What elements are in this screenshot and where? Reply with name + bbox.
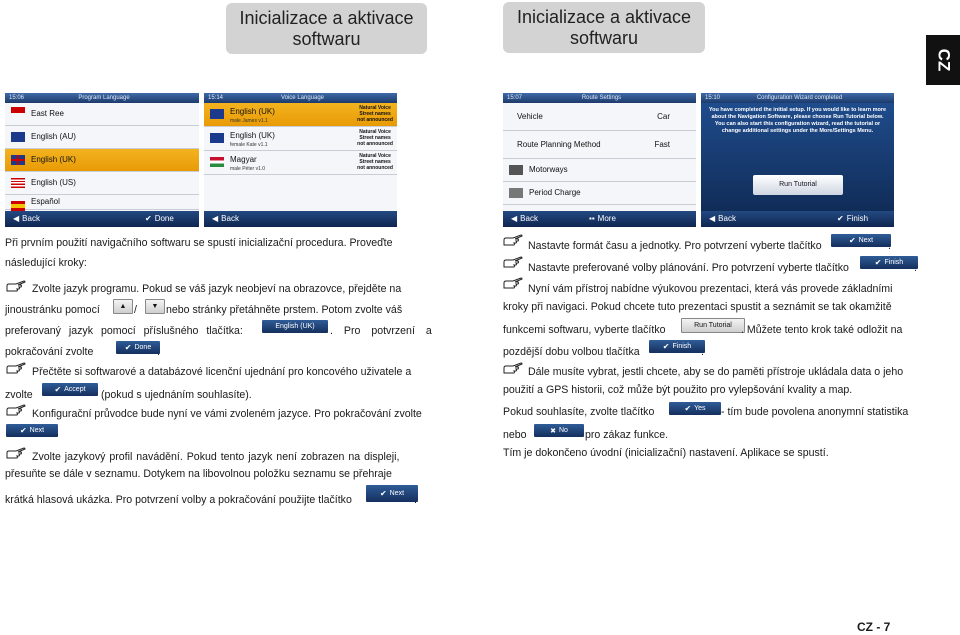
more-icon: ▪▪ — [589, 214, 595, 223]
screenshot-wizard-completed — [701, 93, 894, 227]
right-step1-end: . — [888, 240, 891, 252]
checkmark-icon: ✔ — [684, 404, 692, 413]
checkmark-icon: ✔ — [837, 214, 844, 223]
screen-footer — [5, 211, 199, 227]
step1-slash: / — [134, 304, 137, 316]
right-step4-line-2: použití a GPS historii, což může být použito pro vylepšování kvality a map. — [503, 384, 853, 396]
title-box-left — [226, 3, 427, 54]
language-list — [5, 103, 199, 211]
list-item[interactable]: Español — [5, 195, 199, 210]
screen-footer — [503, 211, 696, 227]
wizard-body — [701, 103, 894, 211]
scroll-up-button[interactable] — [113, 299, 133, 314]
flag-au-icon — [11, 132, 25, 142]
step4-line-3b: . — [414, 494, 417, 506]
voice-info: Natural Voice Street names not announced — [357, 105, 393, 123]
back-arrow-icon: ◀ — [709, 214, 716, 223]
back-button[interactable]: ◀ Back — [208, 211, 243, 227]
language-tab: CZ — [926, 35, 960, 85]
flag-uk-icon — [210, 109, 224, 119]
yes-button[interactable]: ✔ Yes — [669, 402, 721, 415]
back-button[interactable]: ◀ Back — [9, 211, 44, 227]
pointing-hand-icon — [6, 404, 26, 416]
checkmark-icon: ✔ — [54, 385, 62, 394]
checkmark-icon: ✔ — [848, 236, 856, 245]
step1-line-2a: jinoustránku pomocí — [5, 304, 100, 316]
screen-header: 15:10 Configuration Wizard completed — [701, 93, 894, 103]
flag-uk-icon — [11, 155, 25, 165]
list-item[interactable]: Period Charge — [503, 182, 696, 205]
scroll-down-button[interactable] — [145, 299, 165, 314]
right-step2: Nastavte preferované volby plánování. Pro potvrzení vyberte tlačítko — [528, 262, 849, 274]
right-step4-line-4a: nebo — [503, 429, 527, 441]
no-button[interactable]: ✖ No — [534, 424, 584, 437]
done-button-inline[interactable]: ✔ Done — [116, 341, 160, 354]
flag-es-icon — [11, 201, 25, 211]
motorway-icon — [509, 165, 523, 175]
screenshot-voice-language — [204, 93, 397, 227]
flag-us-icon — [11, 178, 25, 188]
right-step3-line-2: kroky při navigaci. Pokud chcete tuto prezentaci spustit a seznámit se tak okamžitě — [503, 301, 892, 313]
step2-line-2a: zvolte — [5, 389, 33, 401]
right-step3-line-1: Nyní vám přístroj nabídne výukovou prezentaci, která vás provede základními — [528, 283, 893, 295]
step1-line-4b: . — [157, 346, 160, 358]
arrow-up-icon: ▲ — [119, 303, 127, 310]
right-final-line: Tím je dokončeno úvodní (inicializační) nastavení. Aplikace se spustí. — [503, 447, 829, 459]
right-step1: Nastavte formát času a jednotky. Pro potvrzení vyberte tlačítko — [528, 240, 822, 252]
step4-line-3a: krátká hlasová ukázka. Pro potvrzení volby a pokračování použijte tlačítko — [5, 494, 352, 506]
step3-line-1: Konfigurační průvodce bude nyní ve vámi zvoleném jazyce. Pro pokračování zvolte — [32, 408, 422, 420]
list-item[interactable]: English (AU) — [5, 126, 199, 149]
next-button-right[interactable]: ✔ Next — [831, 234, 891, 247]
step2-line-2b: (pokud s ujednáním souhlasíte). — [101, 389, 252, 401]
step1-line-2c: nebo stránky přetáhněte prstem. Potom zvolte váš — [166, 304, 403, 316]
right-step3-line-3b: . Můžete tento krok také odložit na — [741, 324, 903, 336]
step1-line-3a: preferovaný jazyk pomocí příslušného tlačítka: — [5, 325, 243, 337]
checkmark-icon: ✔ — [124, 343, 132, 352]
toll-icon — [509, 188, 523, 198]
pointing-hand-icon — [6, 447, 26, 459]
voice-info: Natural Voice Street names not announced — [357, 129, 393, 147]
more-button[interactable]: ▪▪ More — [585, 211, 620, 227]
right-step3-line-3a: funkcemi softwaru, vyberte tlačítko — [503, 324, 666, 336]
checkmark-icon: ✔ — [145, 214, 152, 223]
page-title-right: Inicializace a aktivace softwaru — [516, 6, 692, 48]
screen-header: 15:06 Program Language — [5, 93, 199, 103]
close-icon: ✖ — [550, 427, 556, 435]
step2-line-1: Přečtěte si softwarové a databázové licenční ujednání pro koncového uživatele a — [32, 366, 412, 378]
back-arrow-icon: ◀ — [212, 214, 219, 223]
page-number: CZ - 7 — [857, 620, 891, 634]
pointing-hand-icon — [6, 362, 26, 374]
intro-line-2: následující kroky: — [5, 257, 87, 269]
pointing-hand-icon — [503, 277, 523, 289]
checkmark-icon: ✔ — [379, 489, 387, 498]
list-item[interactable]: English (UK) female Kate v1.1 Natural Voice Street names not announced — [204, 127, 397, 151]
next-button[interactable]: ✔ Next — [6, 424, 58, 437]
back-button[interactable]: ◀ Back — [507, 211, 542, 227]
arrow-down-icon: ▼ — [151, 303, 159, 310]
pointing-hand-icon — [503, 234, 523, 246]
page-title-left: Inicializace a aktivace softwaru — [239, 7, 414, 49]
back-button[interactable]: ◀ Back — [705, 211, 740, 227]
pointing-hand-icon — [503, 362, 523, 374]
finish-button-inline[interactable]: ✔ Finish — [649, 340, 705, 353]
wizard-message: You have completed the initial setup. If you would like to learn more about the Navigation Software, please choose Run Tutorial below. You can also start this configuration wizard, read the tutorial or change additional settings under the More/Settings Menu. — [708, 107, 887, 134]
next-button-large[interactable]: ✔ Next — [366, 485, 418, 502]
finish-button-right[interactable]: ✔ Finish — [860, 256, 918, 269]
voice-list — [204, 103, 397, 211]
right-step3-line-4a: pozdější dobu volbou tlačítka — [503, 346, 640, 358]
checkmark-icon: ✔ — [662, 342, 670, 351]
title-box-right — [503, 2, 705, 53]
step1-line-1: Zvolte jazyk programu. Pokud se váš jazyk neobjeví na obrazovce, přejděte na — [32, 283, 402, 295]
run-tutorial-button-inline[interactable]: Run Tutorial — [681, 318, 745, 333]
list-item-selected[interactable]: English (UK) male James v1.1 Natural Voice Street names not announced — [204, 103, 397, 127]
right-step3-line-4b: . — [701, 346, 704, 358]
list-item[interactable]: Magyar male Péter v1.0 Natural Voice Street names not announced — [204, 151, 397, 175]
english-uk-button[interactable]: English (UK) — [262, 320, 328, 333]
right-step4-line-3b: - tím bude povolena anonymní statistika — [721, 406, 909, 418]
checkmark-icon: ✔ — [874, 258, 882, 267]
pointing-hand-icon — [6, 280, 26, 292]
screenshot-program-language — [5, 93, 199, 227]
intro-line-1: Při prvním použití navigačního softwaru se spustí inicializační procedura. Proveďte — [5, 237, 393, 249]
back-arrow-icon: ◀ — [511, 214, 518, 223]
voice-info: Natural Voice Street names not announced — [357, 153, 393, 171]
screen-footer — [204, 211, 397, 227]
step1-line-4a: pokračování zvolte — [5, 346, 94, 358]
done-button[interactable]: ✔ Done — [141, 211, 178, 227]
right-step2-end: . — [914, 262, 917, 274]
run-tutorial-button[interactable]: Run Tutorial — [753, 175, 843, 195]
right-step4-line-1: Dále musíte vybrat, jestli chcete, aby se do paměti přístroje ukládala data o jeho — [528, 366, 904, 378]
screen-footer — [701, 211, 894, 227]
flag-hu-icon — [210, 157, 224, 167]
screenshot-route-settings — [503, 93, 696, 227]
settings-list — [503, 103, 696, 211]
right-step4-line-4b: pro zákaz funkce. — [585, 429, 669, 441]
list-item[interactable]: Motorways — [503, 159, 696, 182]
flag-uk-icon — [210, 133, 224, 143]
step4-line-2: přesuňte se dále v seznamu. Dotykem na libovolnou položku seznamu se přehraje — [5, 468, 392, 480]
list-item[interactable]: Vehicle Car — [503, 103, 696, 131]
step1-line-3b: . Pro potvrzení a — [330, 325, 432, 337]
right-step4-line-3a: Pokud souhlasíte, zvolte tlačítko — [503, 406, 655, 418]
accept-button[interactable]: ✔ Accept — [42, 383, 98, 396]
list-item-selected[interactable]: English (UK) — [5, 149, 199, 172]
list-item[interactable]: East Ree — [5, 103, 199, 126]
list-item[interactable]: English (US) — [5, 172, 199, 195]
list-item[interactable]: Route Planning Method Fast — [503, 131, 696, 159]
pointing-hand-icon — [503, 256, 523, 268]
checkmark-icon: ✔ — [19, 426, 27, 435]
flag-icon — [11, 107, 25, 113]
step4-line-1: Zvolte jazykový profil navádění. Pokud tento jazyk není zobrazen na displeji, — [32, 451, 400, 463]
step3-line-2: . — [56, 427, 59, 439]
screen-header: 15:14 Voice Language — [204, 93, 397, 103]
screen-header: 15:07 Route Settings — [503, 93, 696, 103]
finish-button[interactable]: ✔ Finish — [833, 211, 872, 227]
back-arrow-icon: ◀ — [13, 214, 20, 223]
